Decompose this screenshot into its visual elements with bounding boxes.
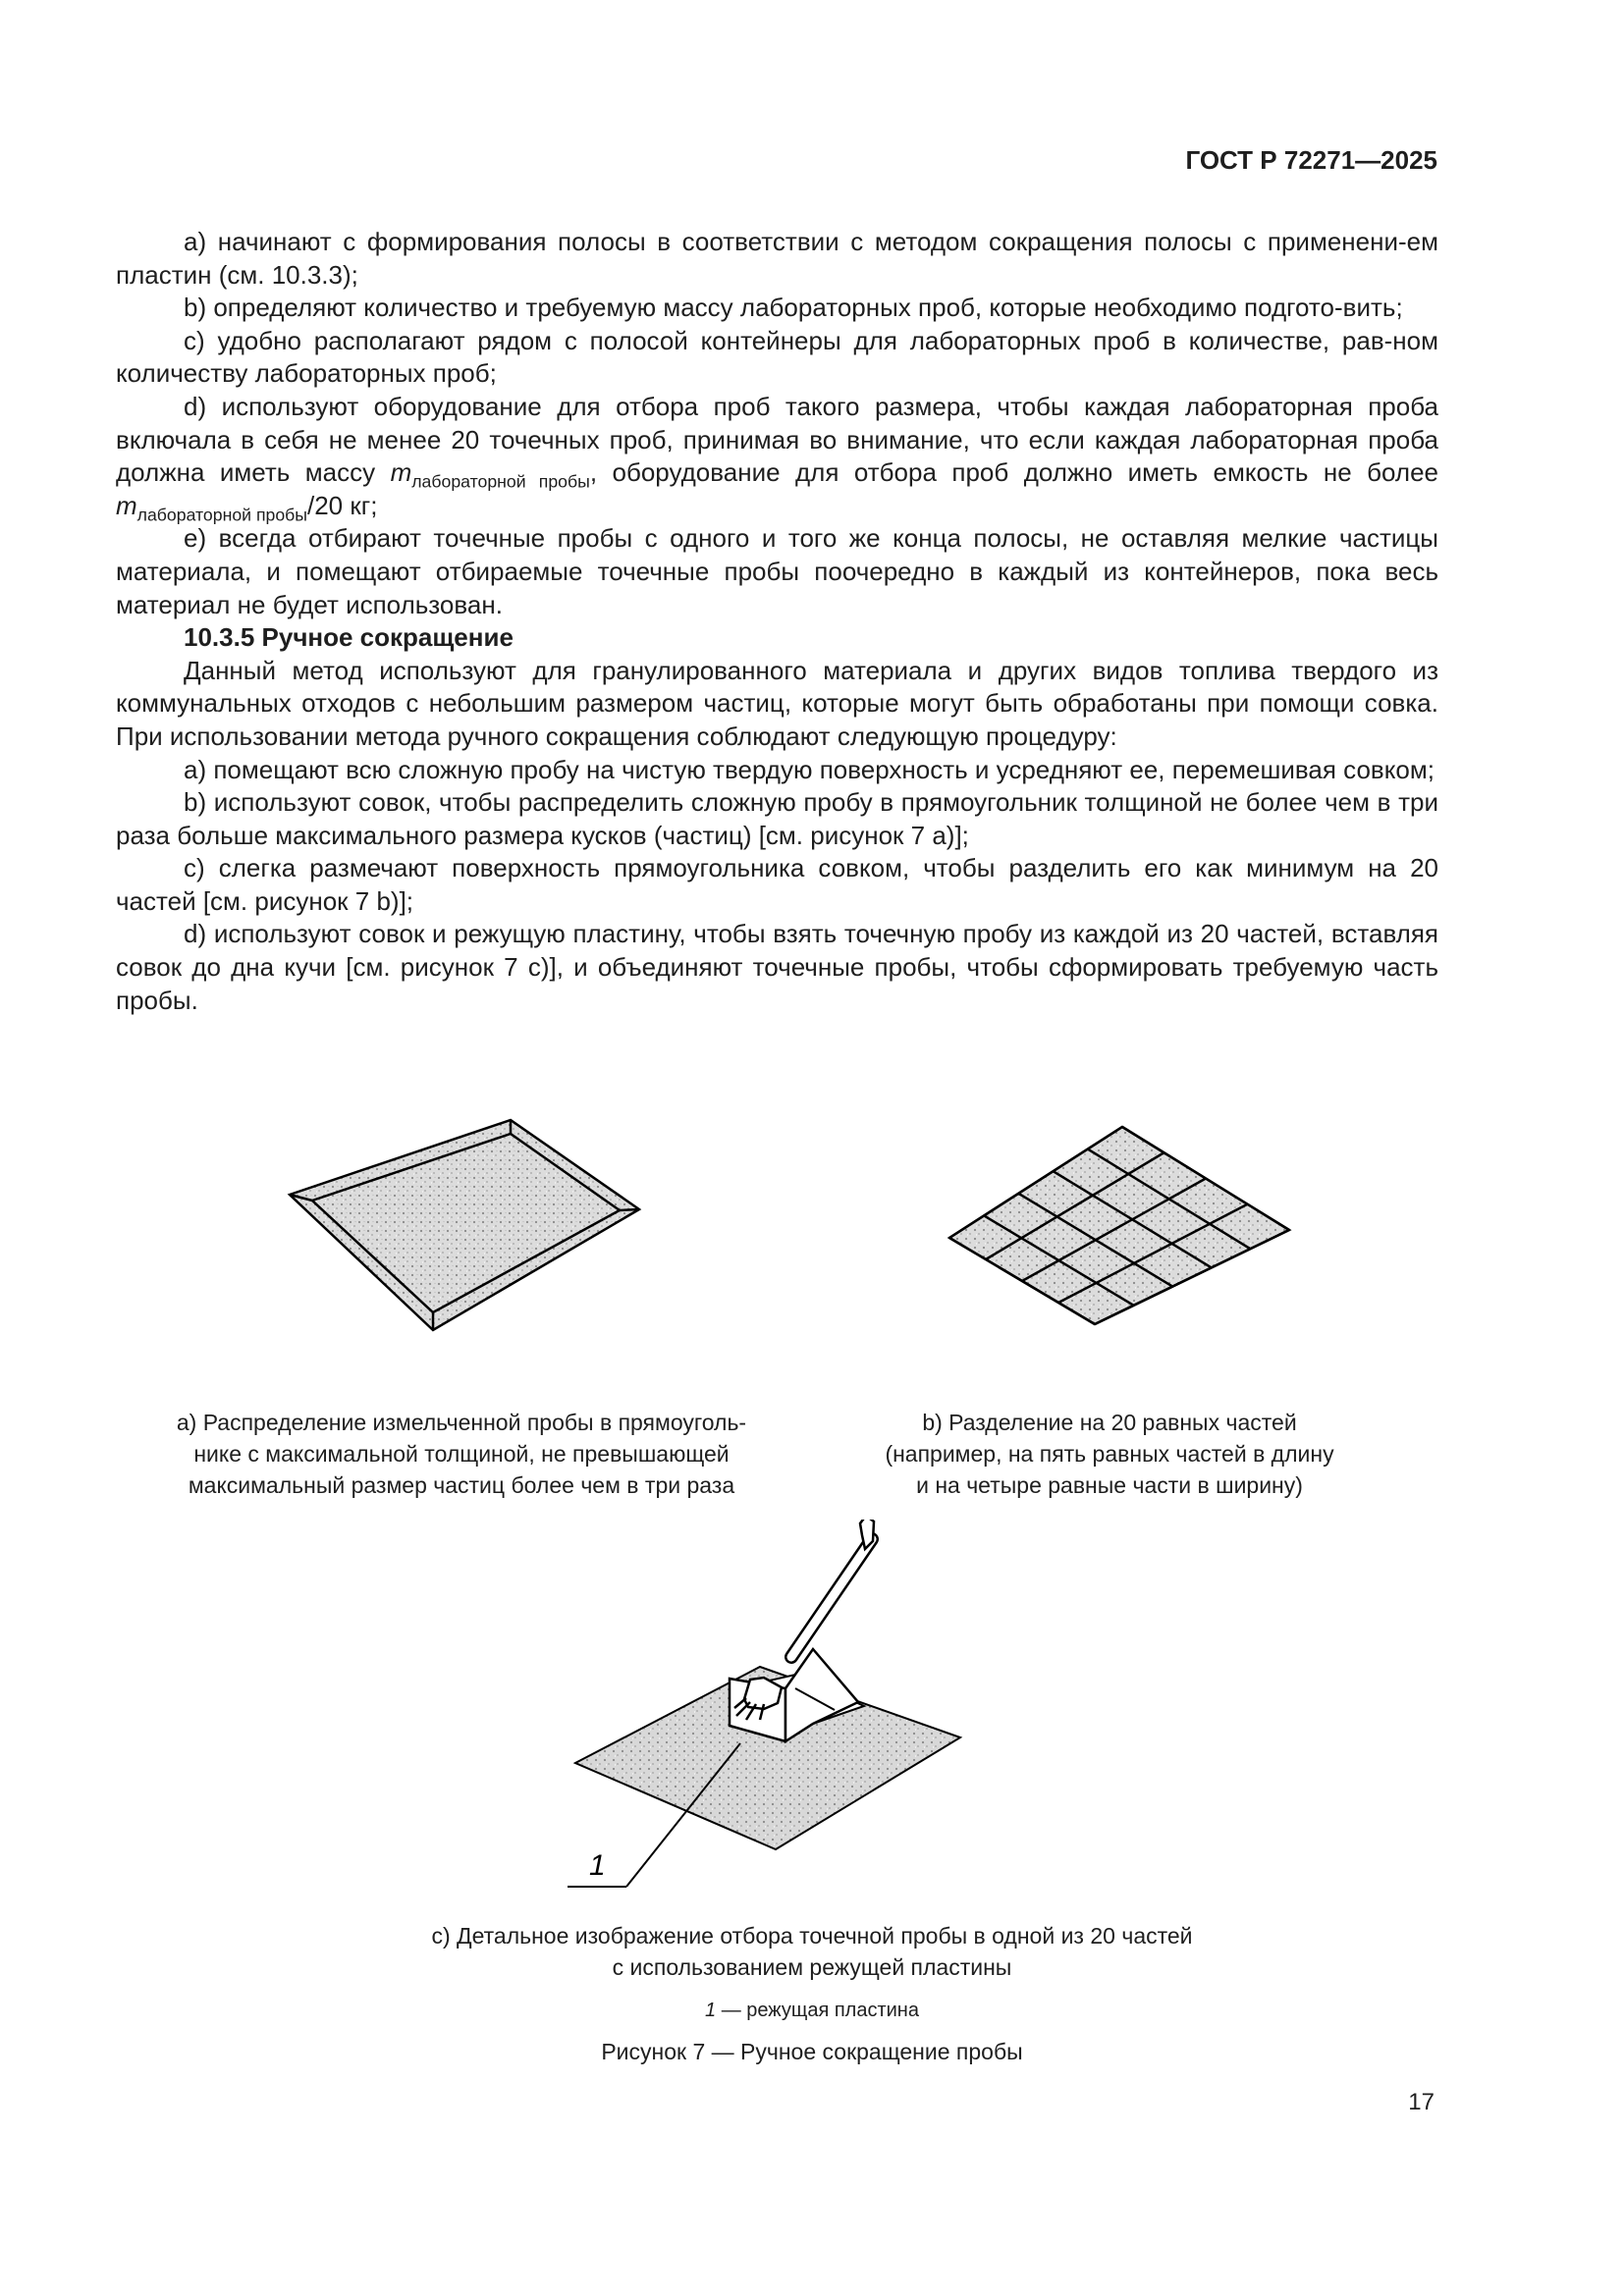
paragraph-b-1: b) определяют количество и требуемую массу лабораторных проб, которые необходимо подгото-вить; bbox=[184, 293, 1403, 323]
caption-b-line1: b) Разделение на 20 равных частей bbox=[922, 1410, 1297, 1435]
paragraph-d-1 bbox=[116, 391, 1439, 525]
mass-symbol: m bbox=[116, 490, 137, 520]
paragraph-c-1: c) удобно располагают рядом с полосой контейнеры для лабораторных проб в количестве, рав-ном количеству лабораторных проб; bbox=[116, 325, 1438, 389]
paragraph-e-1: e) всегда отбирают точечные пробы с одного и того же конца полосы, не оставляя мелкие частицы материала, и помещают отбираемые точечные пробы поочередно в каждый из контейнеров, пока весь материал не будет использован. bbox=[116, 523, 1438, 619]
mass-subscript: лабораторной пробы bbox=[136, 505, 307, 525]
caption-b-line2: (например, на пять равных частей в длину bbox=[885, 1441, 1334, 1467]
paragraph-a-2: a) помещают всю сложную пробу на чистую твердую поверхность и усредняют ее, перемешивая совком; bbox=[184, 754, 1435, 784]
figure-title: Рисунок 7 — Ручное сокращение пробы bbox=[601, 2039, 1023, 2064]
body-text bbox=[116, 226, 1438, 1017]
figure-a-slab bbox=[260, 1114, 653, 1360]
paragraph-b-2: b) используют совок, чтобы распределить сложную пробу в прямоугольник толщиной не более чем в три раза больше максимального размера кусков (частиц) [см. рисунок 7 a)]; bbox=[116, 787, 1438, 850]
caption-c-line1: c) Детальное изображение отбора точечной пробы в одной из 20 частей bbox=[431, 1923, 1193, 1949]
figure-b-grid bbox=[938, 1122, 1311, 1328]
caption-a-line1: a) Распределение измельченной пробы в прямоуголь- bbox=[176, 1410, 747, 1435]
caption-c bbox=[321, 1920, 1303, 1983]
caption-c-line2: с использованием режущей пластины bbox=[612, 1954, 1012, 1980]
mass-symbol: m bbox=[390, 457, 412, 488]
intro-paragraph: Данный метод используют для гранулированного материала и других видов топлива твердого из коммунальных отходов с небольшим размером частиц, которые могут быть обработаны при помощи совка. При использовании метода ручного сокращения соблюдают следующую процедуру: bbox=[116, 655, 1438, 751]
paragraph-d-1-part2: , оборудование для отбора проб должно иметь емкость не более bbox=[589, 457, 1439, 488]
mass-subscript: лабораторной пробы bbox=[411, 471, 590, 492]
paragraph-a-1: a) начинают с формирования полосы в соответствии с методом сокращения полосы с применени-ем пластин (см. 10.3.3); bbox=[116, 227, 1438, 290]
legend-number: 1 bbox=[705, 2000, 717, 2021]
caption-a-line2: нике с максимальной толщиной, не превышающей bbox=[193, 1441, 730, 1467]
figure-c-main bbox=[568, 1520, 1078, 1932]
caption-b-line3: и на четыре равные части в ширину) bbox=[916, 1472, 1303, 1498]
caption-a-line3: максимальный размер частиц более чем в три раза bbox=[188, 1472, 735, 1498]
paragraph-d-1-part3: /20 кг; bbox=[307, 490, 378, 520]
paragraph-c-2: c) слегка размечают поверхность прямоугольника совком, чтобы разделить его как минимум на 20 частей [см. рисунок 7 b)]; bbox=[116, 853, 1438, 916]
caption-a bbox=[137, 1407, 785, 1501]
paragraph-d-2: d) используют совок и режущую пластину, чтобы взять точечную пробу из каждой из 20 частей, вставляя совок до дна кучи [см. рисунок 7 c)], и объединяют точечные пробы, чтобы сформировать требуемую часть пробы. bbox=[116, 919, 1438, 1015]
figure-legend bbox=[0, 2000, 1624, 2022]
paragraph-d-1-part1: d) используют оборудование для отбора проб такого размера, чтобы каждая лабораторная проба включала в себя не менее 20 точечных проб, принимая во внимание, что если каждая лабораторная проба должна иметь массу bbox=[116, 391, 1438, 488]
callout-label-1: 1 bbox=[589, 1849, 606, 1882]
section-heading: 10.3.5 Ручное сокращение bbox=[184, 622, 514, 653]
document-id: ГОСТ Р 72271—2025 bbox=[1185, 145, 1437, 175]
page-number: 17 bbox=[1408, 2089, 1435, 2115]
caption-b bbox=[815, 1407, 1404, 1501]
legend-text: — режущая пластина bbox=[716, 2000, 919, 2021]
